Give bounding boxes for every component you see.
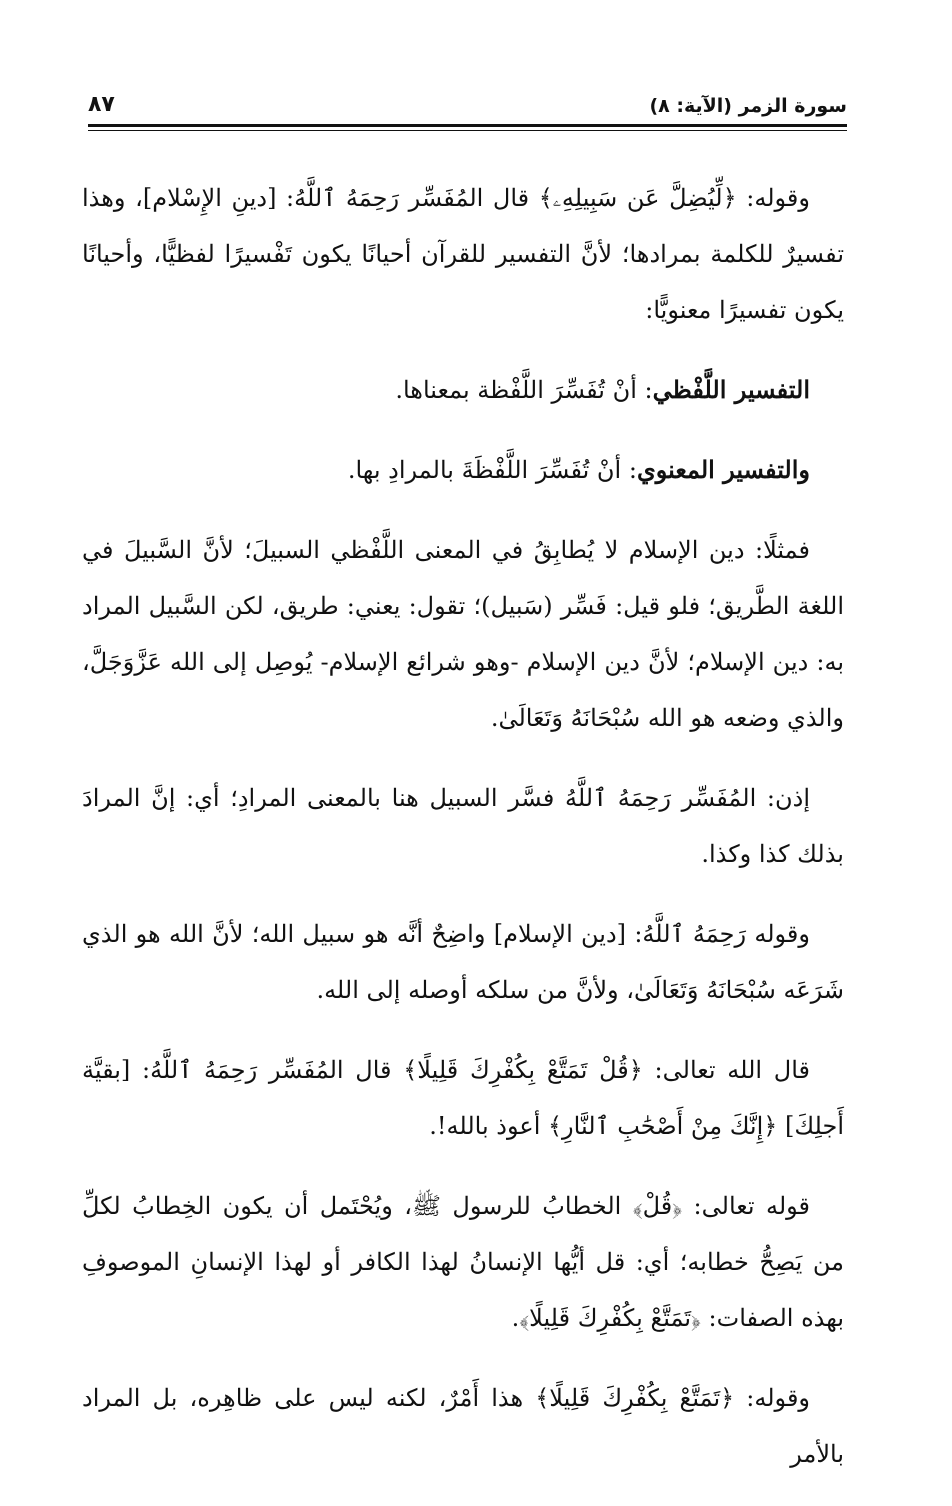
definition-text-literal: : أنْ تُفَسِّرَ اللَّفْظة بمعناها. — [395, 376, 653, 404]
header-rule-thick — [88, 124, 847, 127]
paragraph-4: فمثلًا: دين الإسلام لا يُطابِقُ في المعنى اللَّفْظي السبيلَ؛ لأنَّ السَّبيلَ في اللغة الطَّريق؛ فلو قيل: فَسِّر (سَبيل)؛ تقول: يعني: طريق، لكن السَّبيل المراد به: دين الإسلام؛ لأنَّ دين الإسلام -وهو شرائع الإسلام- يُوصِل إلى الله عَزَّوَجَلَّ، والذي وضعه هو الله سُبْحَانَهُ وَتَعَالَىٰ. — [82, 536, 844, 732]
page-body — [82, 170, 844, 1506]
paragraph-7: قال الله تعالى: ﴿قُلْ تَمَتَّعْ بِكُفْرِكَ قَلِيلًا﴾ قال المُفَسِّر رَحِمَهُ ٱللَّهُ: [بقيَّة أَجلِكَ] ﴿إِنَّكَ مِنْ أَصْحَٰبِ ٱلنَّارِ﴾ أعوذ بالله!. — [82, 1056, 844, 1140]
definition-text-meaning: : أنْ تُفَسِّرَ اللَّفْظَةَ بالمرادِ بها. — [347, 456, 637, 484]
paragraph-6: وقوله رَحِمَهُ ٱللَّهُ: [دين الإسلام] واضِحٌ أنَّه هو سبيل الله؛ لأنَّ الله هو الذي شَرَعَه سُبْحَانَهُ وَتَعَالَىٰ، ولأنَّ من سلكه أوصله إلى الله. — [82, 920, 844, 1004]
definition-label-meaning: والتفسير المعنوي — [636, 455, 810, 484]
paragraph-2 — [82, 362, 844, 418]
surah-title: سورة الزمر (الآية: ٨) — [649, 95, 847, 117]
page-number: ٨٧ — [88, 92, 115, 117]
paragraph-8: قوله تعالى: ﴿قُلْ﴾ الخطابُ للرسول ﷺ، ويُحْتَمل أن يكون الخِطابُ لكلِّ من يَصِحُّ خطابه؛ أي: قل أيُّها الإنسانُ لهذا الكافر أو لهذا الإنسانِ الموصوفِ بهذه الصفات: ﴿تَمَتَّعْ بِكُفْرِكَ قَلِيلًا﴾. — [82, 1192, 844, 1332]
paragraph-9: وقوله: ﴿تَمَتَّعْ بِكُفْرِكَ قَلِيلًا﴾ هذا أَمْرٌ، لكنه ليس على ظاهِره، بل المراد بالأمر — [82, 1384, 844, 1468]
definition-label-literal: التفسير اللَّفْظي — [652, 375, 810, 404]
paragraph-1: وقوله: ﴿لِّيُضِلَّ عَن سَبِيلِهِۦ﴾ قال المُفَسِّر رَحِمَهُ ٱللَّهُ: [دينِ الإِسْلام]، وهذا تفسيرٌ للكلمة بمرادها؛ لأنَّ التفسير للقرآن أحيانًا يكون تَفْسيرًا لفظيًّا، وأحيانًا يكون تفسيرًا معنويًّا: — [82, 184, 844, 324]
paragraph-5: إذن: المُفَسِّر رَحِمَهُ ٱللَّهُ فسَّر السبيل هنا بالمعنى المرادِ؛ أي: إنَّ المرادَ بذلك كذا وكذا. — [82, 784, 844, 868]
page-header — [88, 92, 847, 122]
header-rule-thin — [88, 130, 847, 131]
paragraph-3 — [82, 442, 844, 498]
